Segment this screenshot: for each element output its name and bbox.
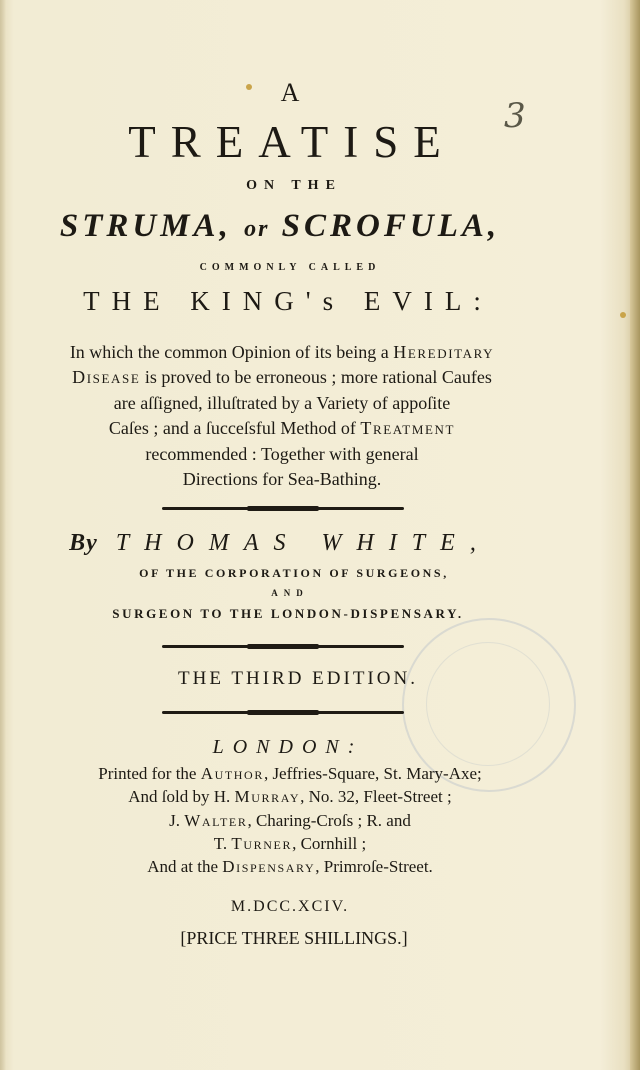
imprint-line: T. Turner, Cornhill ; [213,833,367,853]
description-line: Disease is proved to be erroneous ; more rational Caufes [72,367,492,388]
author-position: SURGEON TO THE LONDON-DISPENSARY. [112,606,464,621]
imprint-line: And at the Dispensary, Primroſe-Street. [147,857,433,877]
description-line: recommended : Together with general [145,443,419,464]
title-main: TREATISE [128,117,456,167]
price: [PRICE THREE SHILLINGS.] [180,928,408,948]
ornamental-rule [162,645,404,648]
description-line: Directions for Sea-Bathing. [182,469,382,490]
imprint-line: Printed for the Author, Jeffries-Square, St. Mary-Axe; [98,764,482,783]
title-article: A [280,78,300,107]
title-description [52,340,512,492]
ornamental-rule [162,507,404,510]
author-and: AND [271,588,309,598]
imprint-line: J. Walter, Charing-Croſs ; R. and [169,810,411,830]
title-commonly-called: COMMONLY CALLED [199,262,381,273]
handwritten-page-number: 3 [504,96,526,136]
title-struma: STRUMA, [59,208,232,244]
imprint [40,762,540,878]
author-by: By [69,530,98,556]
imprint-city: LONDON: [212,736,364,758]
author-name: THOMAS WHITE, [115,530,491,556]
title-kings-evil: THE KING's EVIL: [83,286,493,316]
publication-date: M.DCC.XCIV. [230,898,350,915]
description-line: Caſes ; and a ſucceſsful Method of Treatment [108,418,456,439]
edition: THE THIRD EDITION. [178,668,418,689]
ornamental-rule [162,711,404,714]
description-line: are aſſigned, illuſtrated by a Variety of appoſite [113,392,451,413]
title-scrofula: SCROFULA, [281,208,501,244]
description-line: In which the common Opinion of its being a Hereditary [69,342,495,362]
imprint-line: And ſold by H. Murray, No. 32, Fleet-Street ; [128,787,452,807]
page-edge [630,0,640,1070]
title-or: or [244,216,270,242]
title-on-the: ON THE [246,178,342,193]
ink-speck [620,312,626,318]
author-line [0,530,560,557]
author-corporation: OF THE CORPORATION OF SURGEONS, [139,566,449,580]
title-struma-line [0,208,560,245]
